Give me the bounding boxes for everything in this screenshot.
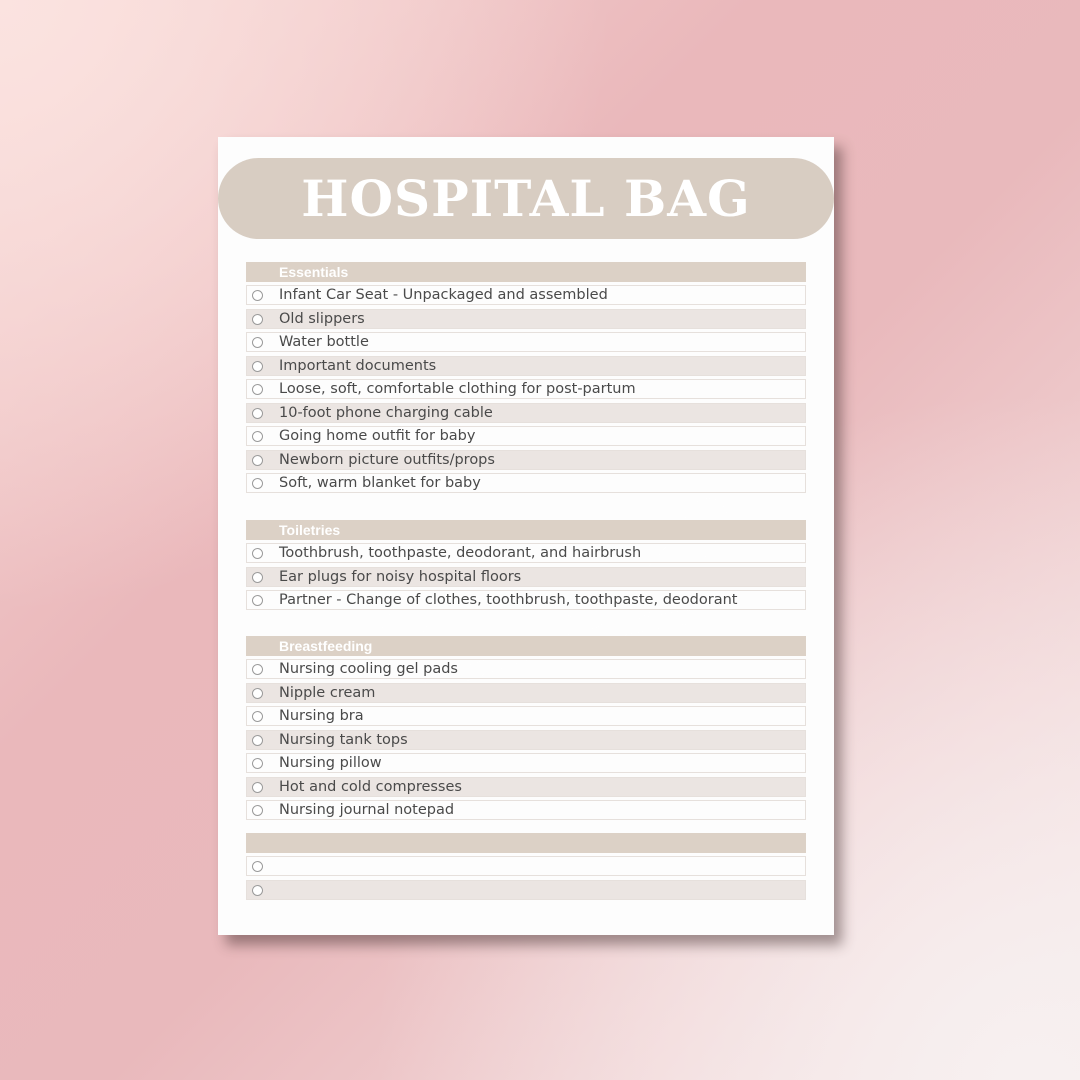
checklist-item[interactable] bbox=[246, 880, 806, 900]
checklist-item[interactable] bbox=[246, 309, 806, 329]
item-label: Soft, warm blanket for baby bbox=[279, 475, 481, 491]
checklist-section bbox=[246, 636, 806, 824]
checklist-section bbox=[246, 520, 806, 614]
circle-checkbox-icon[interactable] bbox=[252, 735, 263, 746]
checklist-item[interactable] bbox=[246, 332, 806, 352]
item-label: Going home outfit for baby bbox=[279, 428, 476, 444]
checklist-item[interactable] bbox=[246, 473, 806, 493]
checklist-item[interactable] bbox=[246, 659, 806, 679]
checklist-page bbox=[218, 137, 834, 935]
item-label: Water bottle bbox=[279, 334, 369, 350]
checklist-item[interactable] bbox=[246, 730, 806, 750]
checklist-item[interactable] bbox=[246, 567, 806, 587]
section-header: Toiletries bbox=[246, 520, 806, 540]
section-header: Breastfeeding bbox=[246, 636, 806, 656]
item-label: Loose, soft, comfortable clothing for post-partum bbox=[279, 381, 636, 397]
circle-checkbox-icon[interactable] bbox=[252, 805, 263, 816]
checklist-item[interactable] bbox=[246, 450, 806, 470]
item-label: Infant Car Seat - Unpackaged and assembled bbox=[279, 287, 608, 303]
checklist-item[interactable] bbox=[246, 706, 806, 726]
checklist-item[interactable] bbox=[246, 285, 806, 305]
checklist-section bbox=[246, 262, 806, 497]
circle-checkbox-icon[interactable] bbox=[252, 861, 263, 872]
item-label: 10-foot phone charging cable bbox=[279, 404, 493, 421]
checklist-item[interactable] bbox=[246, 590, 806, 610]
item-label: Old slippers bbox=[279, 310, 365, 327]
item-label: Toothbrush, toothpaste, deodorant, and hairbrush bbox=[279, 545, 642, 561]
section-header bbox=[246, 833, 806, 853]
circle-checkbox-icon[interactable] bbox=[252, 384, 263, 395]
checklist-item[interactable] bbox=[246, 683, 806, 703]
checklist-item[interactable] bbox=[246, 753, 806, 773]
circle-checkbox-icon[interactable] bbox=[252, 455, 263, 466]
checklist-item[interactable] bbox=[246, 379, 806, 399]
circle-checkbox-icon[interactable] bbox=[252, 314, 263, 325]
item-label: Ear plugs for noisy hospital floors bbox=[279, 568, 522, 585]
circle-checkbox-icon[interactable] bbox=[252, 548, 263, 559]
circle-checkbox-icon[interactable] bbox=[252, 431, 263, 442]
item-label: Newborn picture outfits/props bbox=[279, 451, 495, 468]
circle-checkbox-icon[interactable] bbox=[252, 595, 263, 606]
item-label: Hot and cold compresses bbox=[279, 778, 462, 795]
circle-checkbox-icon[interactable] bbox=[252, 290, 263, 301]
circle-checkbox-icon[interactable] bbox=[252, 337, 263, 348]
section-header: Essentials bbox=[246, 262, 806, 282]
checklist-item[interactable] bbox=[246, 856, 806, 876]
checklist-item[interactable] bbox=[246, 403, 806, 423]
circle-checkbox-icon[interactable] bbox=[252, 688, 263, 699]
checklist-item[interactable] bbox=[246, 426, 806, 446]
item-label: Partner - Change of clothes, toothbrush, toothpaste, deodorant bbox=[279, 592, 738, 608]
circle-checkbox-icon[interactable] bbox=[252, 711, 263, 722]
checklist-item[interactable] bbox=[246, 543, 806, 563]
item-label: Nursing pillow bbox=[279, 755, 382, 771]
circle-checkbox-icon[interactable] bbox=[252, 758, 263, 769]
item-label: Nursing bra bbox=[279, 708, 364, 724]
item-label: Nursing tank tops bbox=[279, 731, 408, 748]
checklist-item[interactable] bbox=[246, 800, 806, 820]
circle-checkbox-icon[interactable] bbox=[252, 361, 263, 372]
checklist-item[interactable] bbox=[246, 356, 806, 376]
item-label: Nursing cooling gel pads bbox=[279, 661, 458, 677]
title-banner bbox=[218, 158, 834, 239]
circle-checkbox-icon[interactable] bbox=[252, 478, 263, 489]
item-label: Nursing journal notepad bbox=[279, 802, 455, 818]
circle-checkbox-icon[interactable] bbox=[252, 885, 263, 896]
circle-checkbox-icon[interactable] bbox=[252, 572, 263, 583]
checklist-item[interactable] bbox=[246, 777, 806, 797]
circle-checkbox-icon[interactable] bbox=[252, 782, 263, 793]
page-title: HOSPITAL BAG bbox=[301, 168, 751, 228]
item-label: Nipple cream bbox=[279, 684, 376, 701]
circle-checkbox-icon[interactable] bbox=[252, 664, 263, 675]
checklist-section bbox=[246, 833, 806, 903]
item-label: Important documents bbox=[279, 357, 437, 374]
circle-checkbox-icon[interactable] bbox=[252, 408, 263, 419]
